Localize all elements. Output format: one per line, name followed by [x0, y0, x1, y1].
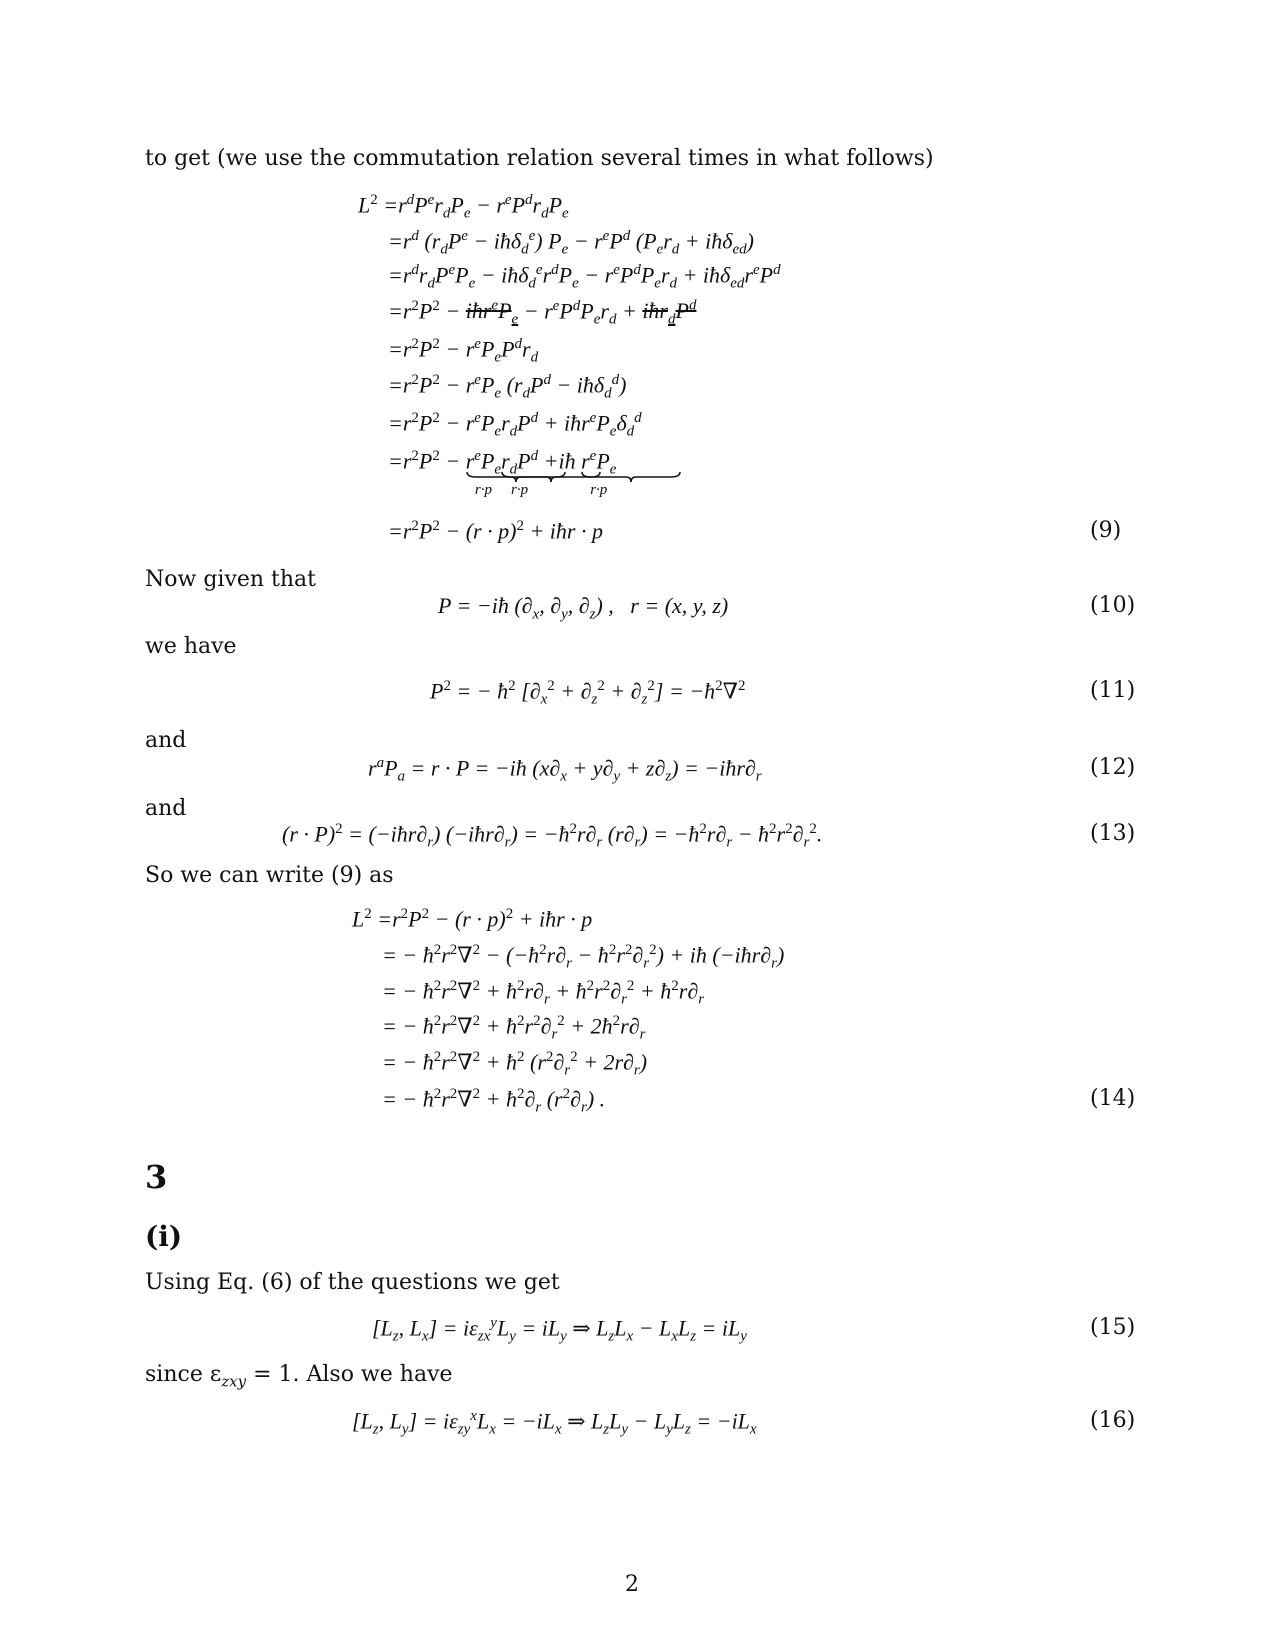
page-number: 2 [625, 1572, 639, 1597]
section-heading: 3 [145, 1158, 168, 1196]
text-and-1: and [145, 728, 187, 753]
underbrace-label-1: r·p [474, 482, 492, 498]
equation-13: $(r \cdot P)^2$ = $(-iħr\partial_r)$ $(-iħr\partial_r)$ = $-ħ^2r\partial_r$ $(r\partial_r)$ = $-ħ^2r\partial_r$ − $ħ^2r^2\partial_r^2$. [282, 821, 823, 851]
equation-12: $r^aP_a = r \cdot P$ = −iħ $(x\partial_x + y\partial_y + z\partial_z)$ = $-iħr\partial_r$ [368, 755, 762, 785]
eq14-line-6: = − $ħ^2r^2\nabla^2$ + $ħ^2\partial_r$ $(r^2\partial_r)$ . [382, 1086, 606, 1116]
eq9-line-7: $=r^2P^2 - r^eP_er_dP^d$ + $iħr^eP_e\delta_d^d$ [388, 410, 642, 440]
text-since [145, 1362, 453, 1390]
text-we-have: we have [145, 634, 237, 659]
underbrace-3-icon [581, 472, 681, 482]
underbrace-term-2: $r_dP^d$ r·p [501, 448, 538, 479]
text-so-we-can: So we can write (9) as [145, 863, 394, 888]
underbrace-label-3: r·p [590, 482, 608, 498]
eq9-line-9: $=r^2P^2 - (r \cdot p)^2$ + iħr · p [388, 518, 603, 544]
text-using: Using Eq. (6) of the questions we get [145, 1270, 560, 1295]
eq14-line-4: = − $ħ^2r^2\nabla^2$ + $ħ^2r^2\partial_r^2$ + $2ħ^2r\partial_r$ [382, 1013, 646, 1043]
underbrace-label-2: r·p [511, 482, 529, 498]
underbrace-term-1: $r^eP_e$ r·p [466, 448, 501, 479]
intro-text: to get (we use the commutation relation several times in what follows) [145, 146, 934, 171]
equation-number-10: (10) [1090, 593, 1136, 618]
eq9-line-3: $=r^dr_dP^eP_e$ − $iħ\delta_d^er^dP_e - r^eP^dP_er_d$ + $iħ\delta_{ed}r^eP^d$ [388, 262, 781, 292]
eq14-line-1: $L^2 =r^2P^2 - (r \cdot p)^2$ + iħr · p [352, 906, 593, 932]
equation-16: [$L_z$, $L_y] = i\varepsilon_{zy}^xL_x = -iL_x$ ⇒ $L_zL_y - L_yL_z = -iL_x$ [352, 1408, 757, 1438]
equation-number-9: (9) [1090, 518, 1122, 543]
equation-number-14: (14) [1090, 1086, 1136, 1111]
text-since-a: since ε [145, 1362, 222, 1387]
eq9-line-4: $=r^2P^2$ − $iħr^eP_e - r^eP^dP_er_d$ + $iħr_dP^d$ [388, 298, 697, 328]
eq14-line-5: = − $ħ^2r^2\nabla^2$ + $ħ^2$ $(r^2\partial_r^2 + 2r\partial_r)$ [382, 1049, 648, 1079]
equation-number-11: (11) [1090, 678, 1136, 703]
eq9-line-5: $=r^2P^2 - r^eP_eP^dr_d$ [388, 336, 539, 366]
equation-10: P = −iħ ($\partial_x$, $\partial_y$, $\partial_z$) , r = (x, y, z) [438, 593, 729, 623]
eq9-line-8: $=r^2P^2 - r^eP_e$ r·p $r_dP^d$ r·p +iħ $r^eP_e$ r·p [388, 448, 616, 479]
eq9-line-2: $=r^d$ ($r_dP^e$ − iħδ$_d^e$) $P_e - r^eP^d$ ($P_er_d$ + iħδ$_{ed}$) [388, 228, 754, 258]
underbrace-term-3: $r^eP_e$ r·p [581, 448, 616, 479]
equation-number-12: (12) [1090, 755, 1136, 780]
eq14-line-2: = − $ħ^2r^2\nabla^2$ − ($-ħ^2r\partial_r$ − $ħ^2r^2\partial_r^2$) + iħ $(-iħr\partial_r)$ [382, 942, 785, 972]
equation-number-13: (13) [1090, 821, 1136, 846]
equation-15: [$L_z$, $L_x] = i\varepsilon_{zx}^yL_y = iL_y$ ⇒ $L_zL_x - L_xL_z = iL_y$ [372, 1315, 747, 1345]
equation-number-15: (15) [1090, 1315, 1136, 1340]
equation-11: $P^2$ = − $ħ^2$ $[\partial_x^2 + \partial_z^2 + \partial_z^2]$ = $-ħ^2\nabla^2$ [430, 678, 746, 708]
text-since-b: = 1. Also we have [246, 1362, 453, 1387]
text-now-given: Now given that [145, 567, 317, 592]
eq14-line-3: = − $ħ^2r^2\nabla^2$ + $ħ^2r\partial_r$ + $ħ^2r^2\partial_r^2$ + $ħ^2r\partial_r$ [382, 978, 705, 1008]
eq9-line-1: $L^2 =r^dP^er_dP_e - r^eP^dr_dP_e$ [358, 192, 569, 222]
subsection-heading: (i) [145, 1220, 183, 1253]
eq9-line-6: $=r^2P^2 - r^eP_e$ ($r_dP^d$ − iħδ$_d^d$) [388, 372, 627, 402]
text-and-2: and [145, 796, 187, 821]
equation-number-16: (16) [1090, 1408, 1136, 1433]
text-since-sub: zxy [221, 1372, 247, 1391]
